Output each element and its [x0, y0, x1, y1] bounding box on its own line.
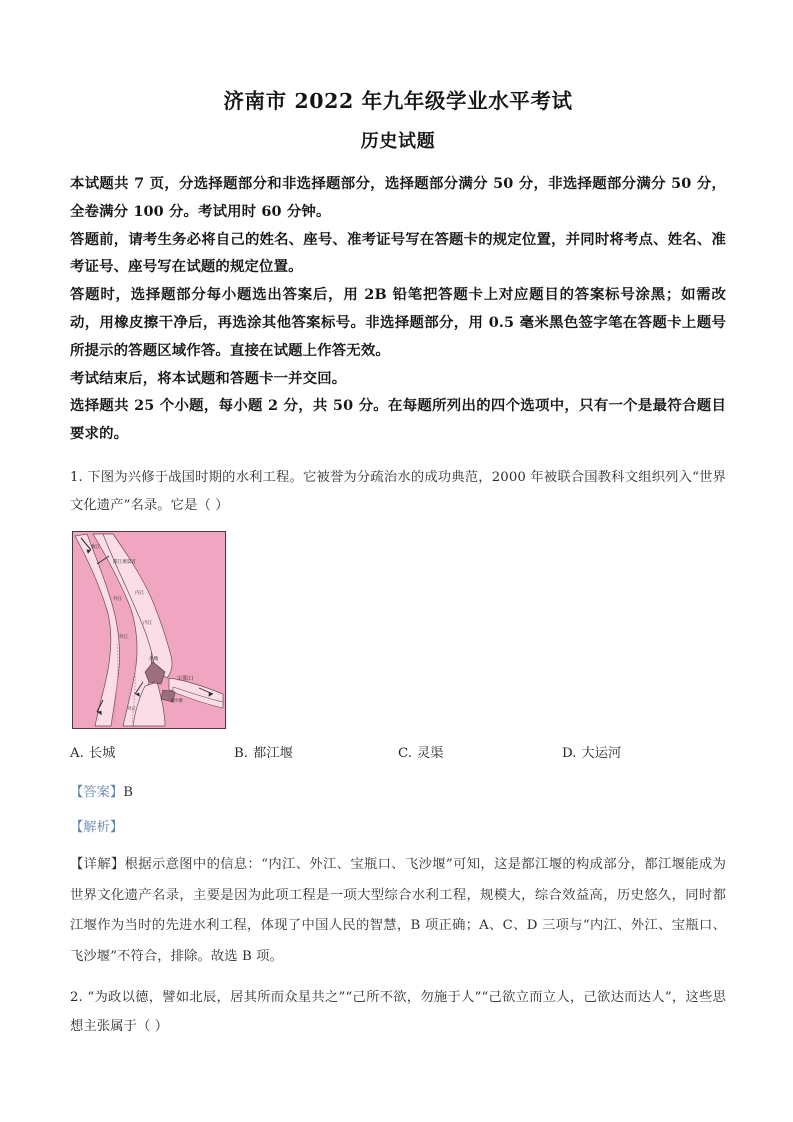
- option-d[interactable]: [562, 741, 726, 768]
- map-label-neijiang-lower: 内江: [143, 621, 153, 627]
- option-b-label: B.: [234, 746, 248, 762]
- dujiangyan-map-image: [72, 531, 226, 729]
- question-2: [70, 984, 726, 1041]
- answer-tag: 【答案】: [70, 784, 124, 800]
- map-label-waijiang-lower: 外江: [127, 707, 137, 713]
- map-label-dujiangyan-qushou: 都江堰渠首: [113, 560, 136, 566]
- detail-text: 根据示意图中的信息：“内江、外江、宝瓶口、飞沙堰”可知，这是都江堰的构成部分，都江堰能成为世界文化遗产名录，主要是因为此项工程是一项大型综合水利工程，规模大，综合效益高，历史悠久，同时都江堰作为当时的先进水利工程，体现了中国人民的智慧，B 项正确；A、C、D 三项与“内江、外江、宝瓶口、飞沙堰”不符合，排除。故选 B 项。: [70, 857, 726, 964]
- option-d-label: D.: [562, 746, 577, 762]
- page-title: 济南市 2022 年九年级学业水平考试: [223, 89, 573, 113]
- question-1: [70, 464, 726, 973]
- map-label-waijiang-upper: 外江: [113, 597, 123, 603]
- detail-tag: 【详解】: [70, 857, 125, 873]
- option-d-text: 大运河: [581, 746, 622, 762]
- instruction-line-3: 答题时，选择题部分每小题选出答案后，用 2B 铅笔把答题卡上对应题目的答案标号涂黑；如需改动，用橡皮擦干净后，再选涂其他答案标号。非选择题部分，用 0.5 毫米黑色签字笔在答题卡上题号所提示的答题区域作答。直接在试题上作答无效。: [70, 286, 726, 359]
- map-label-waijiang-mid: 外江: [119, 635, 129, 641]
- option-c[interactable]: [398, 741, 562, 768]
- instruction-line-4: 考试结束后，将本试题和答题卡一并交回。: [70, 369, 347, 387]
- analysis-line: [70, 813, 726, 842]
- page-content: [70, 86, 726, 1042]
- question-1-options: [70, 741, 726, 768]
- map-label-neijiang-upper: 内江: [135, 591, 145, 597]
- detail-paragraph: [70, 850, 726, 972]
- instruction-line-1: 本试题共 7 页，分选择题部分和非选择题部分，选择题部分满分 50 分，非选择题部分满分 50 分，全卷满分 100 分。考试用时 60 分钟。: [70, 174, 726, 220]
- dujiangyan-map-svg: [73, 532, 225, 728]
- map-label-minjiang: 岷江: [91, 545, 101, 551]
- option-c-label: C.: [398, 746, 412, 762]
- answer-line: [70, 778, 726, 807]
- question-1-stem: 1. 下图为兴修于战国时期的水利工程。它被誉为分疏治水的成功典范，2000 年被联合国教科文组织列入“世界文化遗产”名录。它是（ ）: [70, 469, 726, 514]
- answer-value: B: [123, 784, 133, 800]
- question-2-stem: 2. “为政以德，譬如北辰，居其所而众星共之”“己所不欲，勿施于人”“己欲立而立人，己欲达而达人”，这些思想主张属于（ ）: [70, 990, 726, 1035]
- option-c-text: 灵渠: [416, 746, 444, 762]
- page-subtitle: 历史试题: [360, 130, 436, 152]
- analysis-tag: 【解析】: [70, 819, 124, 835]
- option-a-text: 长城: [88, 746, 116, 762]
- option-b[interactable]: [234, 741, 398, 768]
- option-a-label: A.: [70, 746, 84, 762]
- question-1-figure: [70, 531, 726, 729]
- instruction-line-5: 选择题共 25 个小题，每小题 2 分，共 50 分。在每题所列出的四个选项中，只有一个是最符合题目要求的。: [70, 397, 726, 443]
- map-label-yuzui: 鱼嘴: [149, 657, 159, 663]
- instruction-line-2: 答题前，请考生务必将自己的姓名、座号、准考证号写在答题卡的规定位置，并同时将考点、姓名、准考证号、座号写在试题的规定位置。: [70, 230, 726, 276]
- option-b-text: 都江堰: [253, 746, 293, 762]
- map-label-baopingkou: 宝瓶口: [177, 676, 194, 683]
- instructions-block: [70, 170, 726, 448]
- option-a[interactable]: [70, 741, 234, 768]
- map-label-feishayan: 飞沙堰: [169, 699, 183, 705]
